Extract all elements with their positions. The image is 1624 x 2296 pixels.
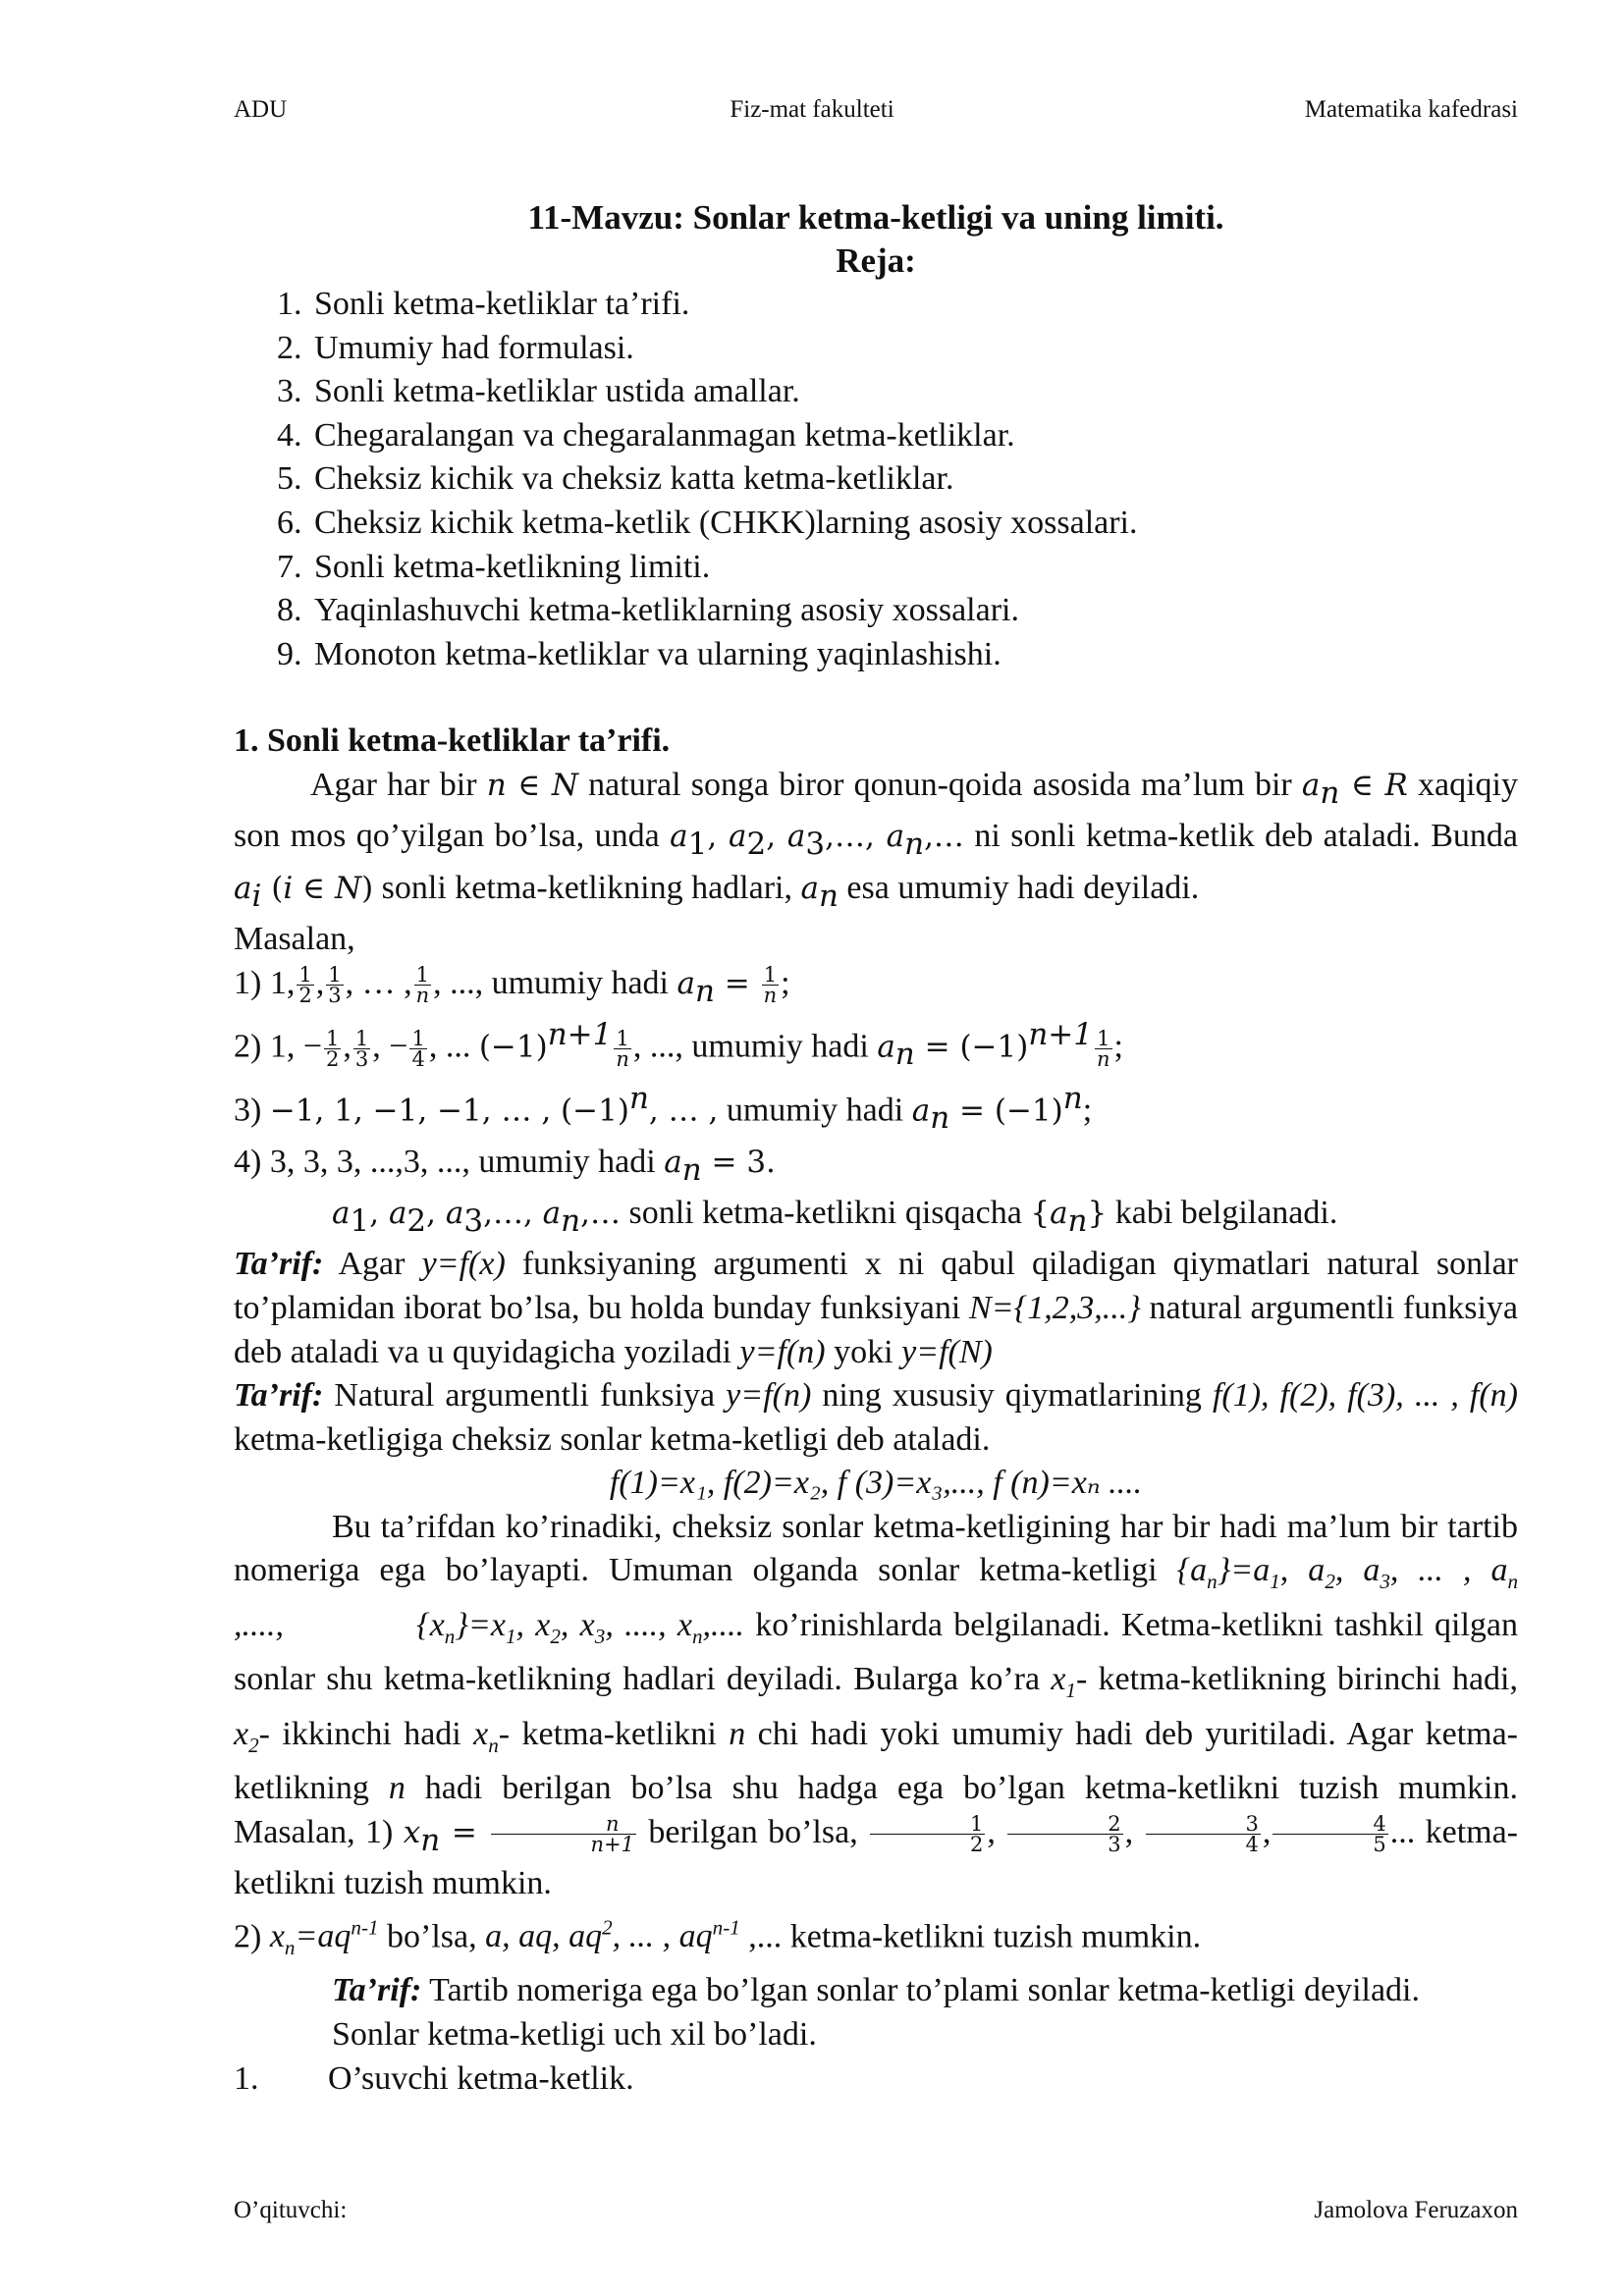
example-2: 2) 1, − $\frac{1}{2}$ , $\frac{1}{3}$ , − $\frac{1}{4}$ , ... $(-1)^{n+1}$ $\frac{1}{n}$ , ..., umumiy hadi $a_n = (-1)^{n+1}$ $\frac{1}{n}$ ; xyxy=(234,1017,1123,1073)
sequence-paragraph: Bu ta’rifdan ko’rinadiki, cheksiz sonlar ketma-ketligining har bir hadi ma’lum bir tartib nomeriga ega bo’layapti. Umuman olganda sonlar ketma-ketligi $\{a_n\}=a_1$, $a_2$, $a_3$, ... , $a_n$ ,...., $\{x_n\}=x_1$, $x_2$, $x_3$, ...., $x_n$,.... ko’rinishlarda belgilanadi. Ketma-ketlikni tashkil qilgan sonlar shu ketma-ketlikning hadlari deyiladi. Bularga ko’ra $x_1-$ ketma-ketlikning birinchi hadi, $x_2-$ ikkinchi hadi $x_n-$ ketma-ketlikni n chi hadi yoki umumiy hadi deb yuritiladi. Agar ketma-ketlikning n hadi berilgan bo’lsa shu hadga ega bo’lgan ketma-ketlikni tuzish mumkin. Masalan, 1) $x_n$ = $\frac{n}{n+1}$ berilgan bo’lsa, $\frac{1}{2}$ , $\frac{2}{3}$ , $\frac{3}{4}$ , $\frac{4}{5}$ ... ketma-ketlikni tuzish mumkin. xyxy=(234,1508,1519,1902)
notation-line: $a_1$, $a_2$, $a_3,\dots$, $a_n,\dots$ sonli ketma-ketlikni qisqacha $\{a_n\}$ kabi belgilanadi. xyxy=(332,1194,1338,1239)
example-label: Masalan, xyxy=(234,921,355,958)
plan-item: 4. Chegaralangan va chegaralanmagan ketma-ketliklar. xyxy=(310,414,1518,458)
definition-2: Ta’rif: Natural argumentli funksiya y=f(n) ning xususiy qiymatlarining f(1), f(2), f(3), ... , f(n) ketma-ketligiga cheksiz sonlar ketma-ketligi deb ataladi. xyxy=(234,1377,1518,1458)
plan-item: 3. Sonli ketma-ketliklar ustida amallar. xyxy=(310,370,1518,414)
header-faculty: Fiz-mat fakulteti xyxy=(730,96,894,123)
definition-paragraph: Agar har bir n ∈ N natural songa biror qonun-qoida asosida ma’lum bir $a_n$ ∈ R xaqiqiy son mos qo’yilgan bo’lsa, unda $a_1$, $a_2$, $a_3,\dots$, $a_n,\dots$ ni sonli ketma-ketlik deb ataladi. Bunda $a_i$ (i ∈ N) sonli ketma-ketlikning hadlari, $a_n$ esa umumiy hadi deyiladi. xyxy=(234,766,1518,914)
plan-item: 6. Cheksiz kichik ketma-ketlik (CHKK)larning asosiy xossalari. xyxy=(310,502,1518,546)
definition-3: Ta’rif: Tartib nomeriga ega bo’lgan sonlar to’plami sonlar ketma-ketligi deyiladi. xyxy=(332,1972,1420,2009)
plan-title: Reja: xyxy=(836,241,916,280)
plan-item: 1. Sonli ketma-ketliklar ta’rifi. xyxy=(310,283,1518,327)
plan-item: 5. Cheksiz kichik va cheksiz katta ketma-ketliklar. xyxy=(310,457,1518,502)
sequence-formula: f(1)=x₁, f(2)=x₂, f (3)=x₃,..., f (n)=xₙ .... xyxy=(609,1465,1143,1502)
document-title: 11-Mavzu: Sonlar ketma-ketligi va uning limiti. xyxy=(527,198,1224,237)
header-university: ADU xyxy=(234,96,288,123)
plan-list xyxy=(234,283,1518,676)
plan-item: 2. Umumiy had formulasi. xyxy=(310,327,1518,371)
types-intro: Sonlar ketma-ketligi uch xil bo’ladi. xyxy=(332,2015,817,2053)
example-4: 4) 3, 3, 3, ...,3, ..., umumiy hadi $a_n = 3$. xyxy=(234,1143,776,1188)
plan-item: 7. Sonli ketma-ketlikning limiti. xyxy=(310,546,1518,590)
header-department: Matematika kafedrasi xyxy=(1304,96,1518,123)
footer-teacher-label: O’qituvchi: xyxy=(234,2197,348,2223)
footer-teacher-name: Jamolova Feruzaxon xyxy=(1314,2197,1518,2223)
example-geometric: 2) $x_n=aq^{n-1}$ bo’lsa, a, aq, $aq^2$, ... , $aq^{n-1}$ ,... ketma-ketlikni tuzish mumkin. xyxy=(234,1915,1202,1959)
example-1: 1) 1, $\frac{1}{2}$ , $\frac{1}{3}$ , … , $\frac{1}{n}$ , ..., umumiy hadi $a_n$ = $\frac{1}{n}$ ; xyxy=(234,963,790,1009)
type-item: 1. O’suvchi ketma-ketlik. xyxy=(234,2059,634,2097)
plan-item: 8. Yaqinlashuvchi ketma-ketliklarning asosiy xossalari. xyxy=(310,589,1518,633)
plan-item: 9. Monoton ketma-ketliklar va ularning yaqinlashishi. xyxy=(310,633,1518,677)
definition-1: Ta’rif: Agar y=f(x) funksiyaning argumenti x ni qabul qiladigan qiymatlari natural sonlar to’plamidan iborat bo’lsa, bu holda bunday funksiyani N={1,2,3,...} natural argumentli funksiya deb ataladi va u quyidagicha yoziladi y=f(n) yoki y=f(N) xyxy=(234,1246,1519,1370)
document-body xyxy=(234,196,1518,2101)
section-heading: 1. Sonli ketma-ketliklar ta’rifi. xyxy=(234,722,671,760)
example-3: 3) −1, 1, −1, −1, … , $(-1)^n$, … , umumiy hadi $a_n = (-1)^n$; xyxy=(234,1080,1093,1136)
